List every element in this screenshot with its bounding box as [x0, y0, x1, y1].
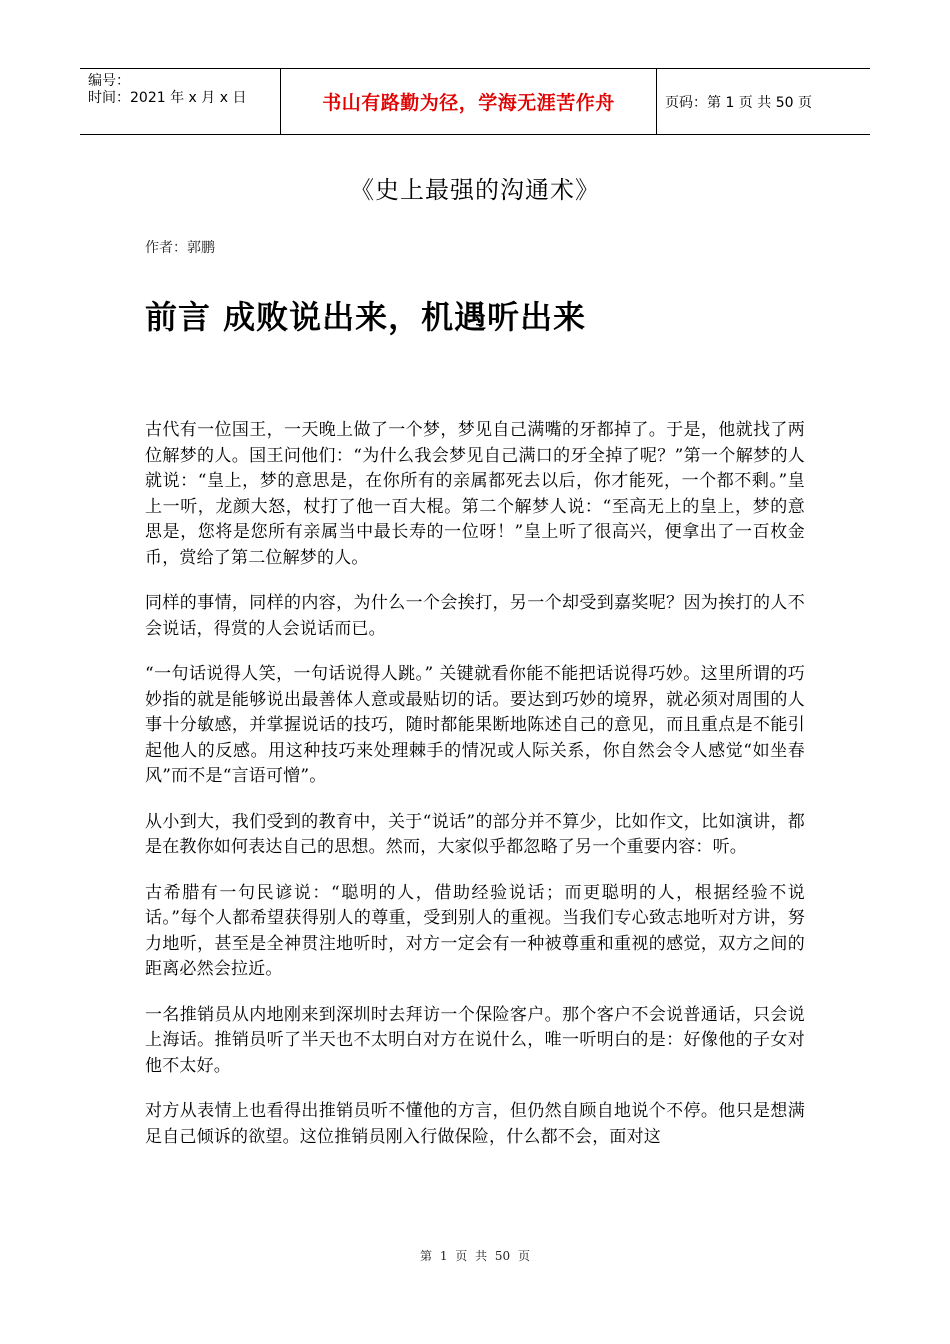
paragraph: 从小到大，我们受到的教育中，关于“说话”的部分并不算少，比如作文，比如演讲，都是在教你如何表达自己的思想。然而，大家似乎都忽略了另一个重要内容：听。 [145, 811, 805, 857]
author-line: 作者：郭鹏 [145, 240, 215, 256]
header-motto: 书山有路勤为径，学海无涯苦作舟 [281, 69, 657, 134]
header-page-info: 页码：第 1 页 共 50 页 [665, 94, 812, 111]
paragraph: “一句话说得人笑，一句话说得人跳。” 关键就看你能不能把话说得巧妙。这里所谓的巧妙指的就是能够说出最善体人意或最贴切的话。要达到巧妙的境界，就必须对周围的人事十分敏感，并掌握说话的技巧，随时都能果断地陈述自己的意见，而且重点是不能引起他人的反感。用这种技巧来处理棘手的情况或人际关系，你自然会令人感觉“如坐春风”而不是“言语可憎”。 [145, 664, 805, 786]
paragraph: 对方从表情上也看得出推销员听不懂他的方言，但仍然自顾自地说个不停。他只是想满足自己倾诉的欲望。这位推销员刚入行做保险，什么都不会，面对这 [145, 1101, 805, 1147]
paragraph: 一名推销员从内地刚来到深圳时去拜访一个保险客户。那个客户不会说普通话，只会说上海话。推销员听了半天也不太明白对方在说什么，唯一听明白的是：好像他的子女对他不太好。 [145, 1004, 805, 1076]
paragraph: 古代有一位国王，一天晚上做了一个梦，梦见自己满嘴的牙都掉了。于是，他就找了两位解梦的人。国王问他们：“为什么我会梦见自己满口的牙全掉了呢？”第一个解梦的人就说：“皇上，梦的意思是，在你所有的亲属都死去以后，你才能死，一个都不剩。”皇上一听，龙颜大怒，杖打了他一百大棍。第二个解梦人说：“至高无上的皇上，梦的意思是，您将是您所有亲属当中最长寿的一位呀！”皇上听了很高兴，便拿出了一百枚金币，赏给了第二位解梦的人。 [145, 420, 805, 568]
book-title: 《史上最强的沟通术》 [350, 176, 600, 204]
page-footer: 第 1 页 共 50 页 [420, 1249, 530, 1263]
header-meta [80, 69, 281, 134]
body-text [145, 418, 805, 1170]
paragraph: 古希腊有一句民谚说：“聪明的人，借助经验说话；而更聪明的人，根据经验不说话。”每个人都希望获得别人的尊重，受到别人的重视。当我们专心致志地听对方讲，努力地听，甚至是全神贯注地听时，对方一定会有一种被尊重和重视的感觉，双方之间的距离必然会拉近。 [145, 882, 805, 979]
paragraph: 同样的事情，同样的内容，为什么一个会挨打，另一个却受到嘉奖呢？因为挨打的人不会说话，得赏的人会说话而已。 [145, 593, 805, 639]
page-header [80, 68, 870, 135]
document-date: 时间：2021 年 x 月 x 日 [88, 90, 247, 106]
chapter-title: 前言 成败说出来，机遇听出来 [145, 298, 587, 336]
document-number: 编号： [88, 73, 130, 89]
